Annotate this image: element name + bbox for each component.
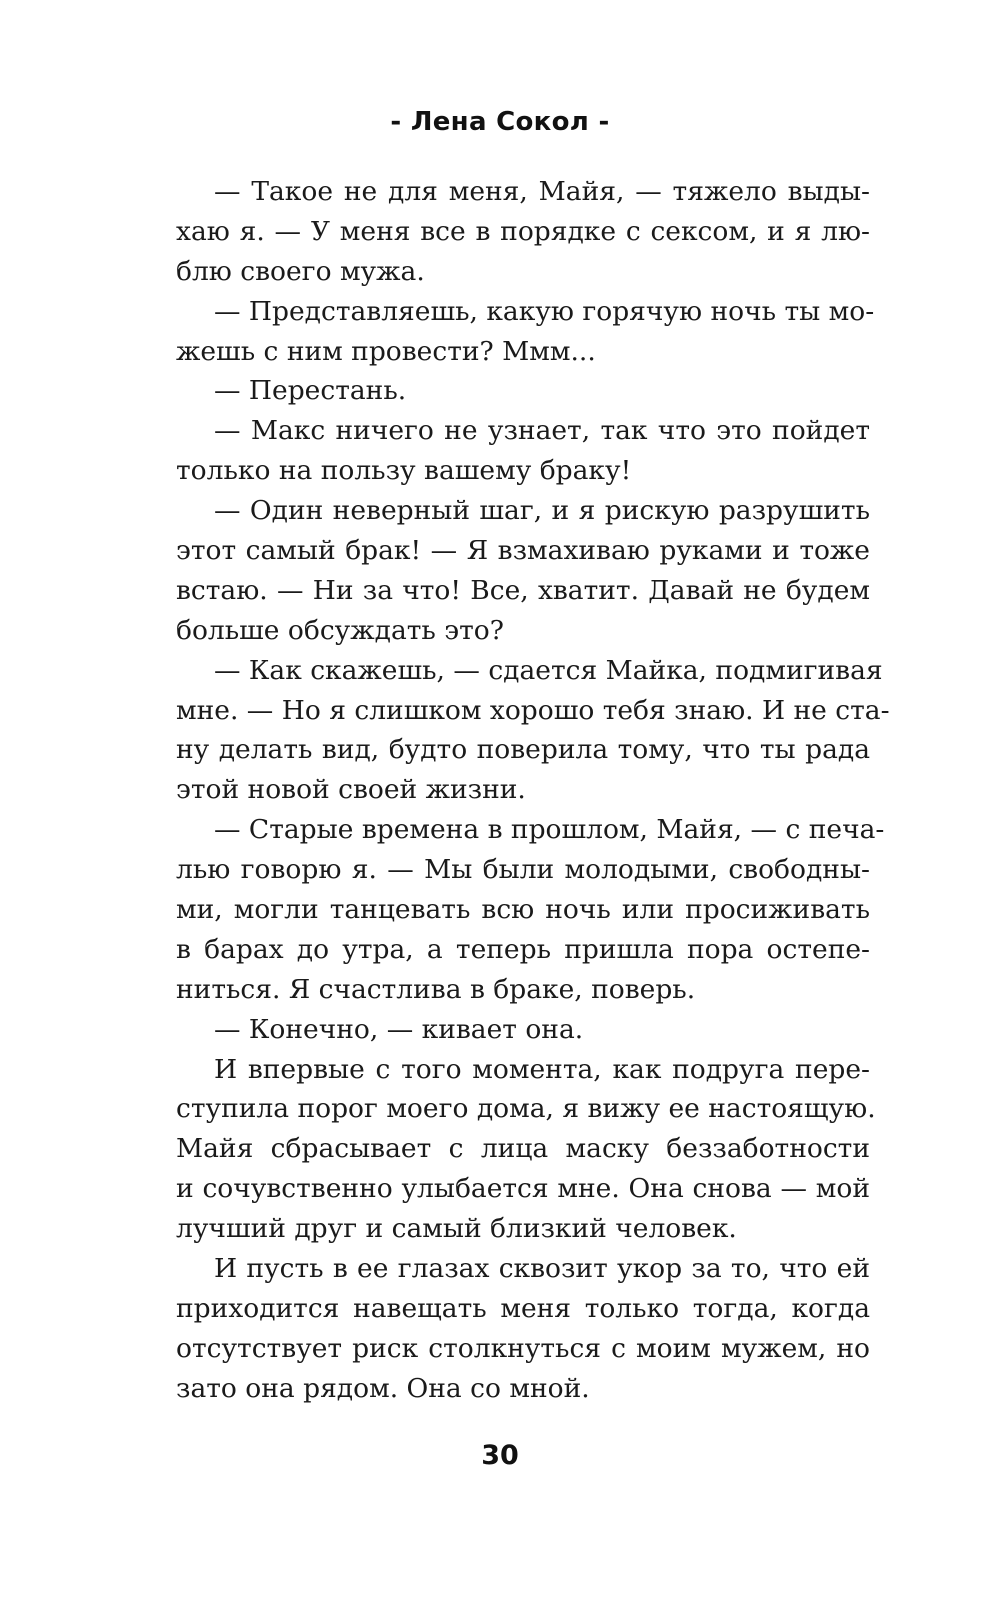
text-line: И впервые с того момента, как подруга пере-	[214, 1053, 870, 1085]
text-line: хаю я. — У меня все в порядке с сексом, и я лю-	[176, 215, 870, 247]
text-line: приходится навещать меня только тогда, когда	[176, 1292, 870, 1324]
text-line: ми, могли танцевать всю ночь или просиживать	[176, 894, 870, 926]
text-line: — Перестань.	[214, 375, 407, 407]
text-line: блю своего мужа.	[176, 255, 425, 287]
text-line: в барах до утра, а теперь пришла пора остепе-	[176, 933, 870, 965]
text-line: — Такое не для меня, Майя, — тяжело выды-	[214, 176, 870, 207]
body-text	[176, 172, 890, 1409]
text-line: — Один неверный шаг, и я рискую разрушить	[214, 495, 870, 527]
text-line: жешь с ним провести? Ммм...	[176, 335, 596, 367]
text-line: Майя сбрасывает с лица маску беззаботности	[176, 1133, 870, 1165]
text-line: этой новой своей жизни.	[176, 774, 526, 806]
text-line: — Как скажешь, — сдается Майка, подмигивая	[214, 654, 883, 686]
text-line: только на пользу вашему браку!	[176, 455, 632, 487]
running-head: - Лена Сокол -	[390, 107, 610, 137]
page-number: 30	[481, 1440, 519, 1471]
text-line: встаю. — Ни за что! Все, хватит. Давай не будем	[176, 574, 870, 606]
text-line: ну делать вид, будто поверила тому, что ты рада	[176, 734, 870, 766]
text-line: ступила порог моего дома, я вижу ее настоящую.	[176, 1093, 876, 1125]
text-line: мне. — Но я слишком хорошо тебя знаю. И не ста-	[176, 694, 890, 726]
text-line: отсутствует риск столкнуться с моим мужем, но	[176, 1332, 870, 1364]
text-line: ниться. Я счастлива в браке, поверь.	[176, 973, 696, 1005]
text-line: — Конечно, — кивает она.	[214, 1013, 584, 1045]
text-line: лью говорю я. — Мы были молодыми, свободны-	[176, 854, 870, 886]
text-line: зато она рядом. Она со мной.	[176, 1372, 590, 1404]
text-line: — Старые времена в прошлом, Майя, — с печа-	[214, 814, 885, 846]
text-line: — Макс ничего не узнает, так что это пойдет	[214, 415, 870, 447]
text-line: этот самый брак! — Я взмахиваю руками и тоже	[176, 535, 870, 567]
text-line: — Представляешь, какую горячую ночь ты мо-	[214, 295, 875, 327]
text-line: и сочувственно улыбается мне. Она снова — мой	[176, 1173, 870, 1205]
text-line: И пусть в ее глазах сквозит укор за то, что ей	[214, 1253, 870, 1285]
text-line: больше обсуждать это?	[176, 614, 504, 646]
text-line: лучший друг и самый близкий человек.	[176, 1213, 737, 1245]
